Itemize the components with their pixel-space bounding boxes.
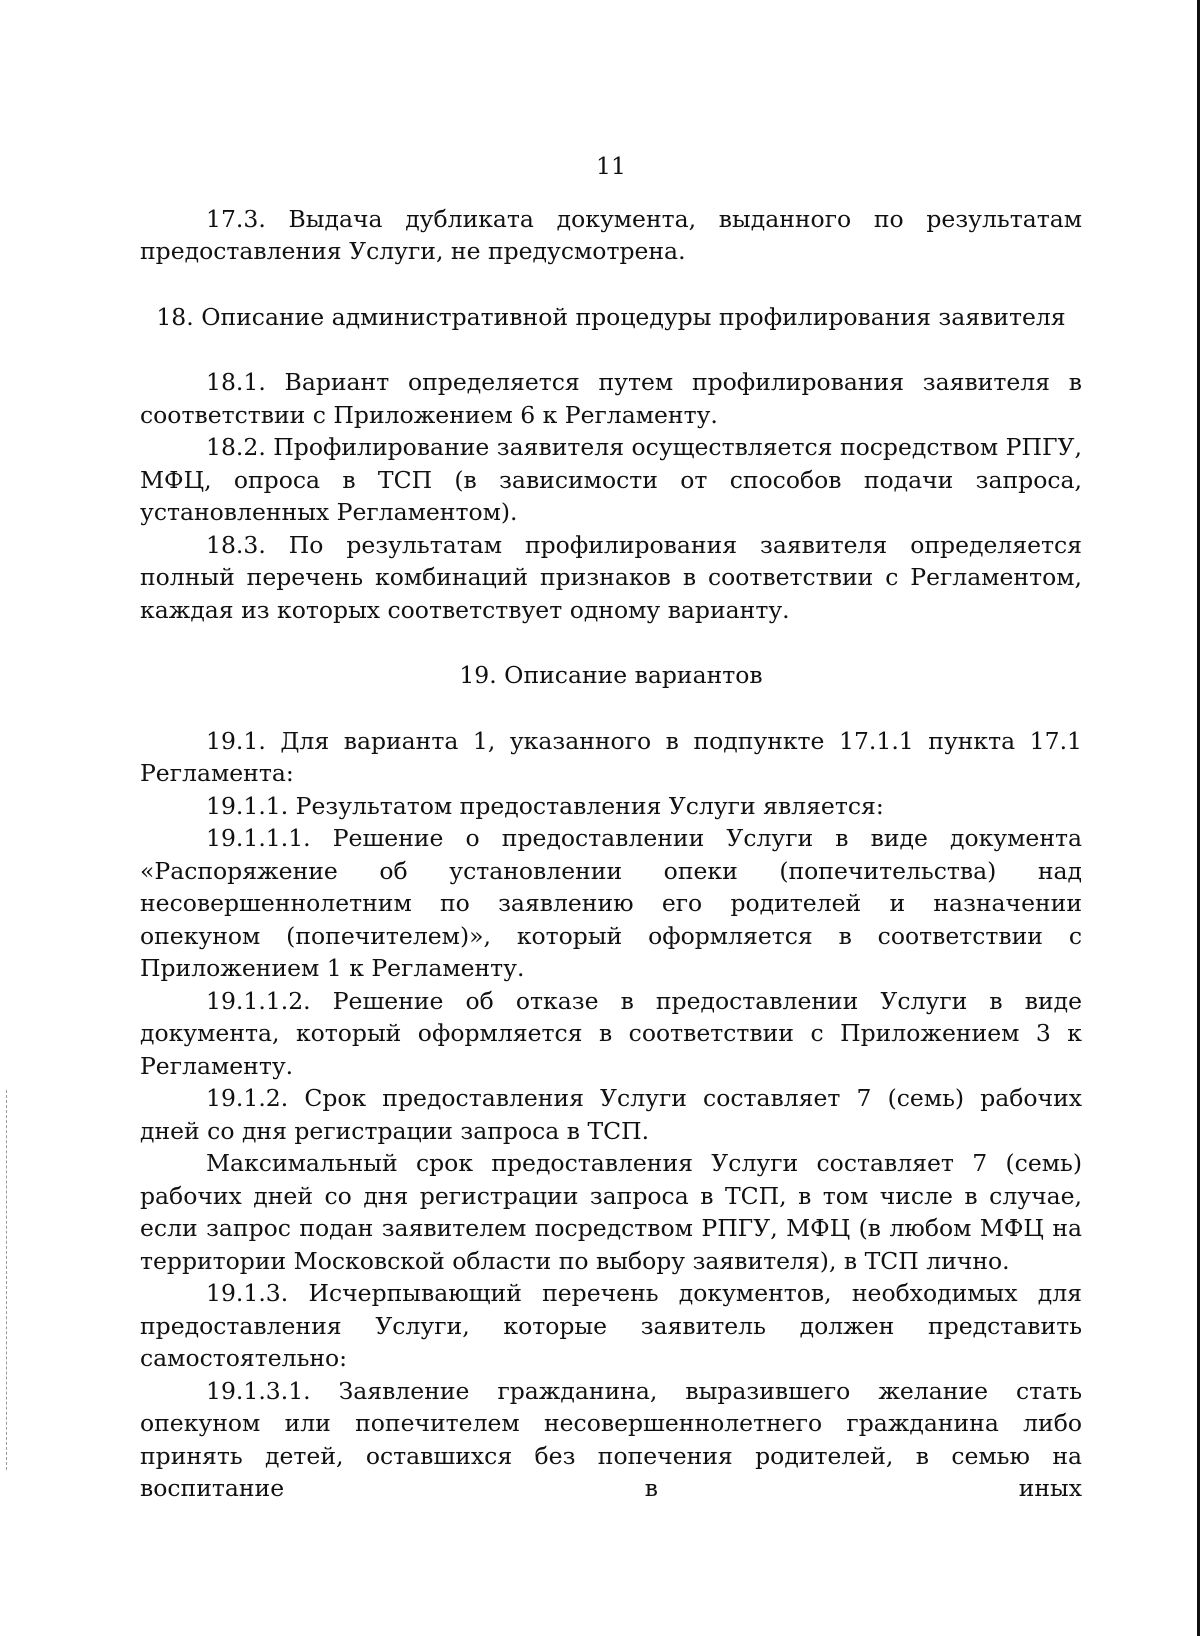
paragraph-18-1: 18.1. Вариант определяется путем профилирования заявителя в соответствии с Приложением 6 к Регламенту.: [140, 368, 1082, 429]
paragraph-18-3: 18.3. По результатам профилирования заявителя определяется полный перечень комбинаций признаков в соответствии с Регламентом, каждая из которых соответствует одному варианту.: [140, 530, 1082, 624]
paragraph-19-1-1-2: 19.1.1.2. Решение об отказе в предоставлении Услуги в виде документа, который оформляется в соответствии с Приложением 3 к Регламенту.: [140, 986, 1082, 1080]
paragraph-17-3: 17.3. Выдача дубликата документа, выданного по результатам предоставления Услуги, не предусмотрена.: [140, 204, 1082, 265]
paragraph-18-2: 18.2. Профилирование заявителя осуществляется посредством РПГУ, МФЦ, опроса в ТСП (в зависимости от способов подачи запроса, установленных Регламентом).: [140, 433, 1082, 526]
paragraph-19-1-3-1: 19.1.3.1. Заявление гражданина, выразившего желание стать опекуном или попечителем несовершеннолетнего гражданина либо принять детей, оставшихся без попечения родителей, в семью на воспитание в иных: [140, 1376, 1082, 1502]
scan-edge-line: [6, 1090, 7, 1470]
paragraph-19-1-2: 19.1.2. Срок предоставления Услуги составляет 7 (семь) рабочих дней со дня регистрации запроса в ТСП.: [140, 1084, 1082, 1145]
paragraph-19-1-1-1: 19.1.1.1. Решение о предоставлении Услуги в виде документа «Распоряжение об установлении опеки (попечительства) над несовершеннолетним по заявлению его родителей и назначении опекуном (попечителем)», который оформляется в соответствии с Приложением 1 к Регламенту.: [140, 824, 1082, 982]
paragraph-19-1-3: 19.1.3. Исчерпывающий перечень документов, необходимых для предоставления Услуги, которые заявитель должен представить самостоятельно:: [140, 1279, 1082, 1372]
document-body: [140, 150, 1082, 1505]
paragraph-19-1-1: 19.1.1. Результатом предоставления Услуги является:: [206, 791, 884, 820]
paragraph-19-1: 19.1. Для варианта 1, указанного в подпункте 17.1.1 пункта 17.1 Регламента:: [140, 726, 1082, 787]
section-heading-18: 18. Описание административной процедуры профилирования заявителя: [156, 302, 1066, 331]
paragraph-max-term: Максимальный срок предоставления Услуги составляет 7 (семь) рабочих дней со дня регистрации запроса в ТСП, в том числе в случае, если запрос подан заявителем посредством РПГУ, МФЦ (в любом МФЦ на территории Московской области по выбору заявителя), в ТСП лично.: [140, 1149, 1082, 1275]
page-number: 11: [596, 152, 626, 180]
section-heading-19: 19. Описание вариантов: [459, 661, 763, 689]
